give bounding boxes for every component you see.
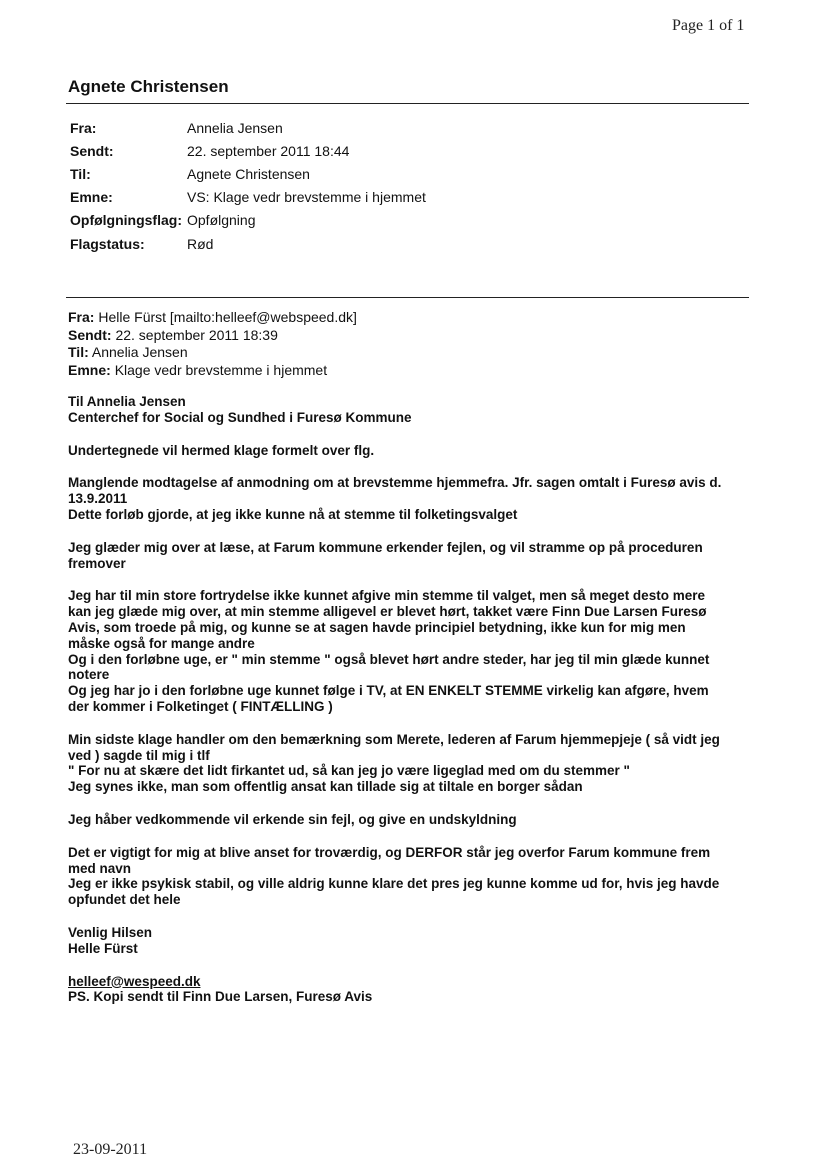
- body-line: Min sidste klage handler om den bemærkning som Merete, lederen af Farum hjemmepjeje ( så vidt jeg: [68, 731, 720, 747]
- body-line: Jeg er ikke psykisk stabil, og ville aldrig kunne klare det pres jeg kunne komme ud for, hvis jeg havde: [68, 876, 720, 892]
- forwarded-label: Emne:: [68, 361, 111, 378]
- message-body: [68, 394, 758, 1005]
- body-line: Dette forløb gjorde, at jeg ikke kunne nå at stemme til folketingsvalget: [68, 506, 518, 522]
- body-line: Jeg synes ikke, man som offentlig ansat kan tillade sig at tiltale en borger sådan: [68, 779, 583, 795]
- page-number: Page 1 of 1: [672, 17, 745, 34]
- body-line: der kommer i Folketinget ( FINTÆLLING ): [68, 698, 333, 714]
- header-value: Annelia Jensen: [187, 119, 283, 136]
- header-divider: [66, 103, 749, 104]
- forwarded-value: Klage vedr brevstemme i hjemmet: [114, 361, 328, 378]
- forward-divider: [66, 297, 749, 298]
- header-row-followup-flag: [70, 209, 426, 232]
- postscript: PS. Kopi sendt til Finn Due Larsen, Furesø Avis: [68, 989, 373, 1005]
- body-line: Og jeg har jo i den forløbne uge kunnet følge i TV, at EN ENKELT STEMME virkelig kan afgøre, hvem: [68, 683, 709, 699]
- forwarded-label: Sendt:: [68, 326, 112, 343]
- body-line: ved ) sagde til mig i tlf: [68, 747, 210, 763]
- body-line: notere: [68, 667, 110, 683]
- body-line: Til Annelia Jensen: [68, 394, 186, 409]
- forwarded-label: Fra:: [68, 309, 95, 325]
- body-line: opfundet det hele: [68, 892, 181, 908]
- header-label: Sendt:: [70, 142, 114, 159]
- header-value: VS: Klage vedr brevstemme i hjemmet: [187, 189, 426, 206]
- body-line: Jeg håber vedkommende vil erkende sin fejl, og give en undskyldning: [68, 811, 517, 827]
- forwarded-message-header: [68, 309, 357, 379]
- body-line: Undertegnede vil hermed klage formelt over flg.: [68, 442, 375, 458]
- forwarded-from: [68, 309, 357, 327]
- body-line: Jeg har til min store fortrydelse ikke kunnet afgive min stemme til valget, men så meget desto mere: [68, 588, 705, 604]
- forwarded-label: Til:: [68, 344, 89, 360]
- forwarded-sent: [68, 327, 357, 345]
- header-row-to: [70, 162, 426, 185]
- email-link[interactable]: helleef@wespeed.dk: [68, 973, 201, 989]
- body-line: Og i den forløbne uge, er " min stemme " også blevet hørt andre steder, har jeg til min glæde kunnet: [68, 651, 710, 667]
- body-line: med navn: [68, 860, 132, 876]
- signature-line: Helle Fürst: [68, 940, 138, 956]
- body-line: Manglende modtagelse af anmodning om at brevstemme hjemmefra. Jfr. sagen omtalt i Furesø avis d.: [68, 475, 722, 491]
- forwarded-value: Annelia Jensen: [91, 344, 188, 360]
- header-value: Opfølgning: [187, 212, 256, 229]
- forwarded-value: Helle Fürst [mailto:helleef@webspeed.dk]: [98, 309, 357, 325]
- body-line: Centerchef for Social og Sundhed i Furesø Kommune: [68, 409, 412, 425]
- body-line: " For nu at skære det lidt firkantet ud, så kan jeg jo være ligeglad med om du stemmer ": [68, 763, 630, 779]
- body-line: Jeg glæder mig over at læse, at Farum kommune erkender fejlen, og vil stramme op på proceduren: [68, 539, 703, 555]
- body-line: fremover: [68, 555, 126, 571]
- header-value: Rød: [187, 235, 214, 252]
- forwarded-to: [68, 344, 357, 362]
- forwarded-subject: [68, 362, 357, 380]
- body-line: måske også for mange andre: [68, 635, 255, 651]
- mailbox-owner-name: Agnete Christensen: [68, 77, 229, 96]
- header-label: Opfølgningsflag:: [70, 212, 182, 229]
- header-label: Til:: [70, 165, 91, 182]
- body-line: kan jeg glæde mig over, at min stemme alligevel er blevet hørt, takket være Finn Due Larsen Furesø: [68, 604, 707, 620]
- footer-date: 23-09-2011: [73, 1141, 148, 1158]
- header-label: Emne:: [70, 189, 113, 206]
- body-line: 13.9.2011: [68, 491, 128, 507]
- header-value: Agnete Christensen: [187, 165, 310, 182]
- body-line: Avis, som troede på mig, og kunne se at sagen havde principiel betydning, ikke kun for mig men: [68, 619, 686, 635]
- header-label: Fra:: [70, 119, 97, 136]
- email-header-fields: [70, 116, 426, 255]
- header-value: 22. september 2011 18:44: [187, 142, 350, 159]
- header-row-from: [70, 116, 426, 139]
- header-row-sent: [70, 139, 426, 162]
- forwarded-value: 22. september 2011 18:39: [115, 326, 278, 343]
- body-line: Det er vigtigt for mig at blive anset for troværdig, og DERFOR står jeg overfor Farum kommune frem: [68, 844, 711, 860]
- header-row-subject: [70, 186, 426, 209]
- signature-line: Venlig Hilsen: [68, 924, 153, 940]
- header-row-flag-status: [70, 232, 426, 255]
- header-label: Flagstatus:: [70, 235, 145, 252]
